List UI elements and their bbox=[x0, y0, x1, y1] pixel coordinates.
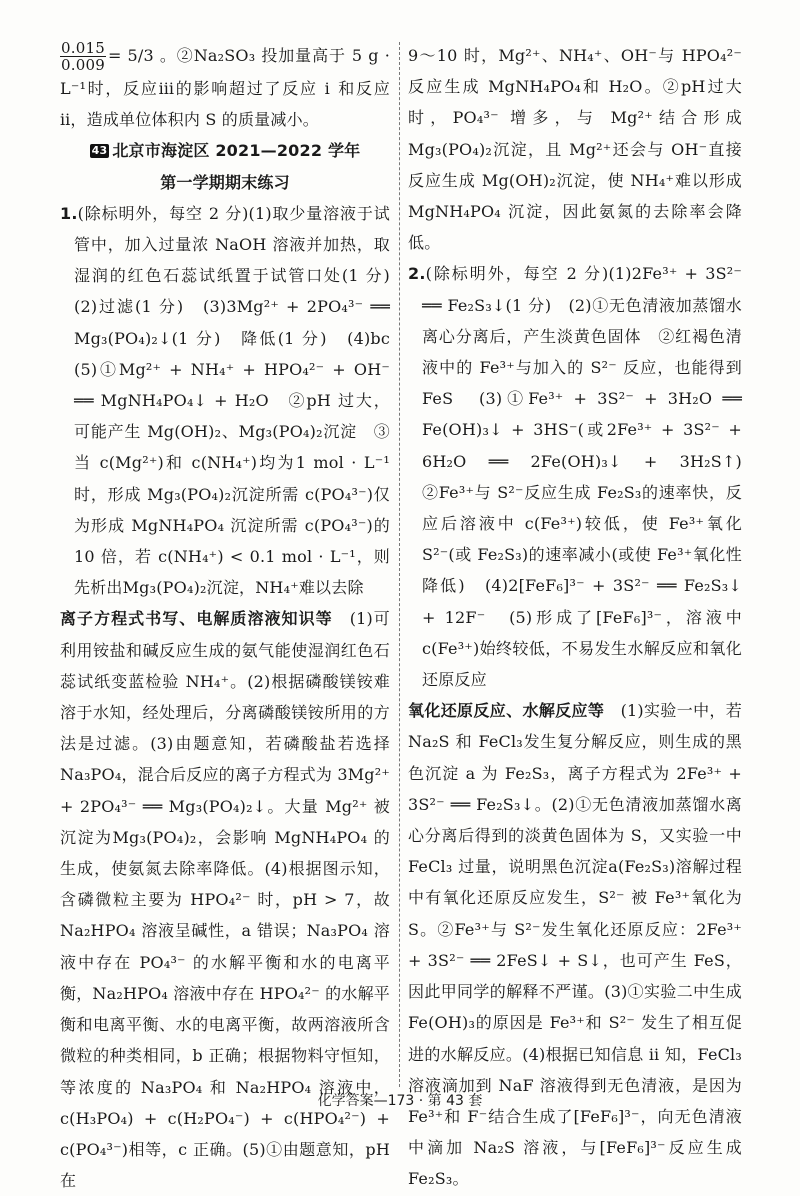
question-1-explanation-text: (1)可利用铵盐和碱反应生成的氨气能使湿润红色石蕊试纸变蓝检验 NH₄⁺。(2)根据磷酸镁铵难溶于水知，经处理后，分离磷酸镁铵所用的方法是过滤。(3)由题意知，若磷酸盐若选择 Na₃PO₄，混合后反应的离子方程式为 3Mg²⁺ + 2PO₄³⁻ ══ Mg₃(PO₄)₂↓。大量 Mg²⁺ 被沉淀为Mg₃(PO₄)₂，会影响 MgNH₄PO₄ 的生成，使氨氮去除率降低。(4)根据图示知，含磷微粒主要为 HPO₄²⁻ 时，pH > 7，故 Na₂HPO₄ 溶液呈碱性，a 错误；Na₃PO₄ 溶液中存在 PO₄³⁻ 的水解平衡和水的电离平衡，Na₂HPO₄ 溶液中存在 HPO₄²⁻ 的水解平衡和电离平衡、水的电离平衡，故两溶液所含微粒的种类相同，b 正确；根据物料守恒知，等浓度的 Na₃PO₄ 和 Na₂HPO₄ 溶液中，c(H₃PO₄) + c(H₂PO₄⁻) + c(HPO₄²⁻) + c(PO₄³⁻)相等，c 正确。(5)①由题意知，pH 在 bbox=[60, 609, 391, 1191]
intro-text: = 5/3 。②Na₂SO₃ 投加量高于 5 g · L⁻¹时，反应ⅲ的影响超过了反应 ⅰ 和反应 ⅱ，造成单位体积内 S 的质量减小。 bbox=[60, 46, 390, 130]
section-title: 北京市海淀区 2021—2022 学年 bbox=[112, 141, 361, 161]
question-2-explanation-text: (1)实验一中，若 Na₂S 和 FeCl₃发生复分解反应，则生成的黑色沉淀 a 为 Fe₂S₃，离子方程式为 2Fe³⁺ + 3S²⁻ ══ Fe₂S₃↓。(2)①无色清液加蒸馏水离心分离后得到的淡黄色固体为 S，又实验一中 FeCl₃ 过量，说明黑色沉淀a(Fe₂S₃)溶解过程中有氧化还原反应发生，S²⁻ 被 Fe³⁺氧化为 S。②Fe³⁺与 S²⁻发生氧化还原反应：2Fe³⁺ + 3S²⁻ ══ 2FeS↓ + S↓，也可产生 FeS，因此甲同学的解释不严谨。(3)①实验二中生成 Fe(OH)₃的原因是 Fe³⁺和 S²⁻ 发生了相互促进的水解反应。(4)根据已知信息 ⅱ 知，FeCl₃溶液滴加到 NaF 溶液得到无色清液，是因为 Fe³⁺和 F⁻结合生成了[FeF₆]³⁻，向无色清液中滴加 Na₂S 溶液，与[FeF₆]³⁻反应生成 Fe₂S₃。 bbox=[408, 701, 742, 1189]
section-subtitle: 第一学期期末练习 bbox=[160, 172, 290, 192]
fraction bbox=[60, 40, 106, 73]
question-1-explanation-continued: 9～10 时，Mg²⁺、NH₄⁺、OH⁻与 HPO₄²⁻反应生成 MgNH₄PO₄和 H₂O。②pH过大时，PO₄³⁻ 增多，与 Mg²⁺结合形成Mg₃(PO₄)₂沉淀，且 Mg²⁺还会与 OH⁻直接反应生成 Mg(OH)₂沉淀，使 NH₄⁺难以形成 MgNH₄PO₄ 沉淀，因此氨氮的去除率会降低。 bbox=[408, 46, 742, 253]
section-title-line1 bbox=[60, 135, 390, 166]
question-2-topic: 氧化还原反应、水解反应等 bbox=[408, 701, 605, 721]
column-divider bbox=[399, 42, 401, 1087]
section-heading bbox=[60, 135, 390, 197]
question-2-answer bbox=[408, 258, 759, 695]
question-1-answer-text: (除标明外，每空 2 分)(1)取少量溶液于试管中，加入过量浓 NaOH 溶液并加热，取湿润的红色石蕊试纸置于试管口处(1 分) (2)过滤(1 分) (3)3Mg²⁺ + 2PO₄³⁻ ══ Mg₃(PO₄)₂↓(1 分) 降低(1 分) (4)bc (5)①Mg²⁺ + NH₄⁺ + HPO₄²⁻ + OH⁻ ══ MgNH₄PO₄↓ + H₂O ②pH 过大，可能产生 Mg(OH)₂、Mg₃(PO₄)₂沉淀 ③当 c(Mg²⁺)和 c(NH₄⁺)均为1 mol · L⁻¹时，形成 Mg₃(PO₄)₂沉淀所需 c(PO₄³⁻)仅为形成 MgNH₄PO₄ 沉淀所需 c(PO₄³⁻)的 10 倍，若 c(NH₄⁺) < 0.1 mol · L⁻¹，则先析出Mg₃(PO₄)₂沉淀，NH₄⁺难以去除 bbox=[74, 203, 407, 598]
question-1-answer bbox=[60, 198, 407, 604]
fraction-denominator: 0.009 bbox=[61, 56, 105, 74]
question-1-number: 1. bbox=[60, 203, 78, 223]
question-2-number: 2. bbox=[408, 264, 426, 284]
right-column bbox=[408, 40, 759, 1195]
fraction-numerator: 0.015 bbox=[61, 39, 105, 57]
question-2-answer-text: (除标明外，每空 2 分)(1)2Fe³⁺ + 3S²⁻ ══ Fe₂S₃↓(1 分) (2)①无色清液加蒸馏水离心分离后，产生淡黄色固体 ②红褐色清液中的 Fe³⁺与加入的 S²⁻ 反应，也能得到 FeS (3)①Fe³⁺ + 3S²⁻ + 3H₂O ══ Fe(OH)₃↓ + 3HS⁻(或2Fe³⁺ + 3S²⁻ + 6H₂O ══ 2Fe(OH)₃↓ + 3H₂S↑) ②Fe³⁺与 S²⁻反应生成 Fe₂S₃的速率快，反应后溶液中 c(Fe³⁺)较低，使 Fe³⁺氧化 S²⁻(或 Fe₂S₃)的速率减小(或使 Fe³⁺氧化性降低) (4)2[FeF₆]³⁻ + 3S²⁻ ══ Fe₂S₃↓ + 12F⁻ (5)形成了[FeF₆]³⁻，溶液中 c(Fe³⁺)始终较低，不易发生水解反应和氧化还原反应 bbox=[422, 264, 759, 690]
question-1-topic: 离子方程式书写、电解质溶液知识等 bbox=[60, 609, 333, 629]
page-footer: 化学答案—173 · 第 43 套 bbox=[317, 1093, 483, 1109]
question-2-explanation bbox=[408, 695, 742, 1194]
section-number-badge: 43 bbox=[91, 144, 108, 158]
intro-paragraph bbox=[60, 40, 390, 135]
